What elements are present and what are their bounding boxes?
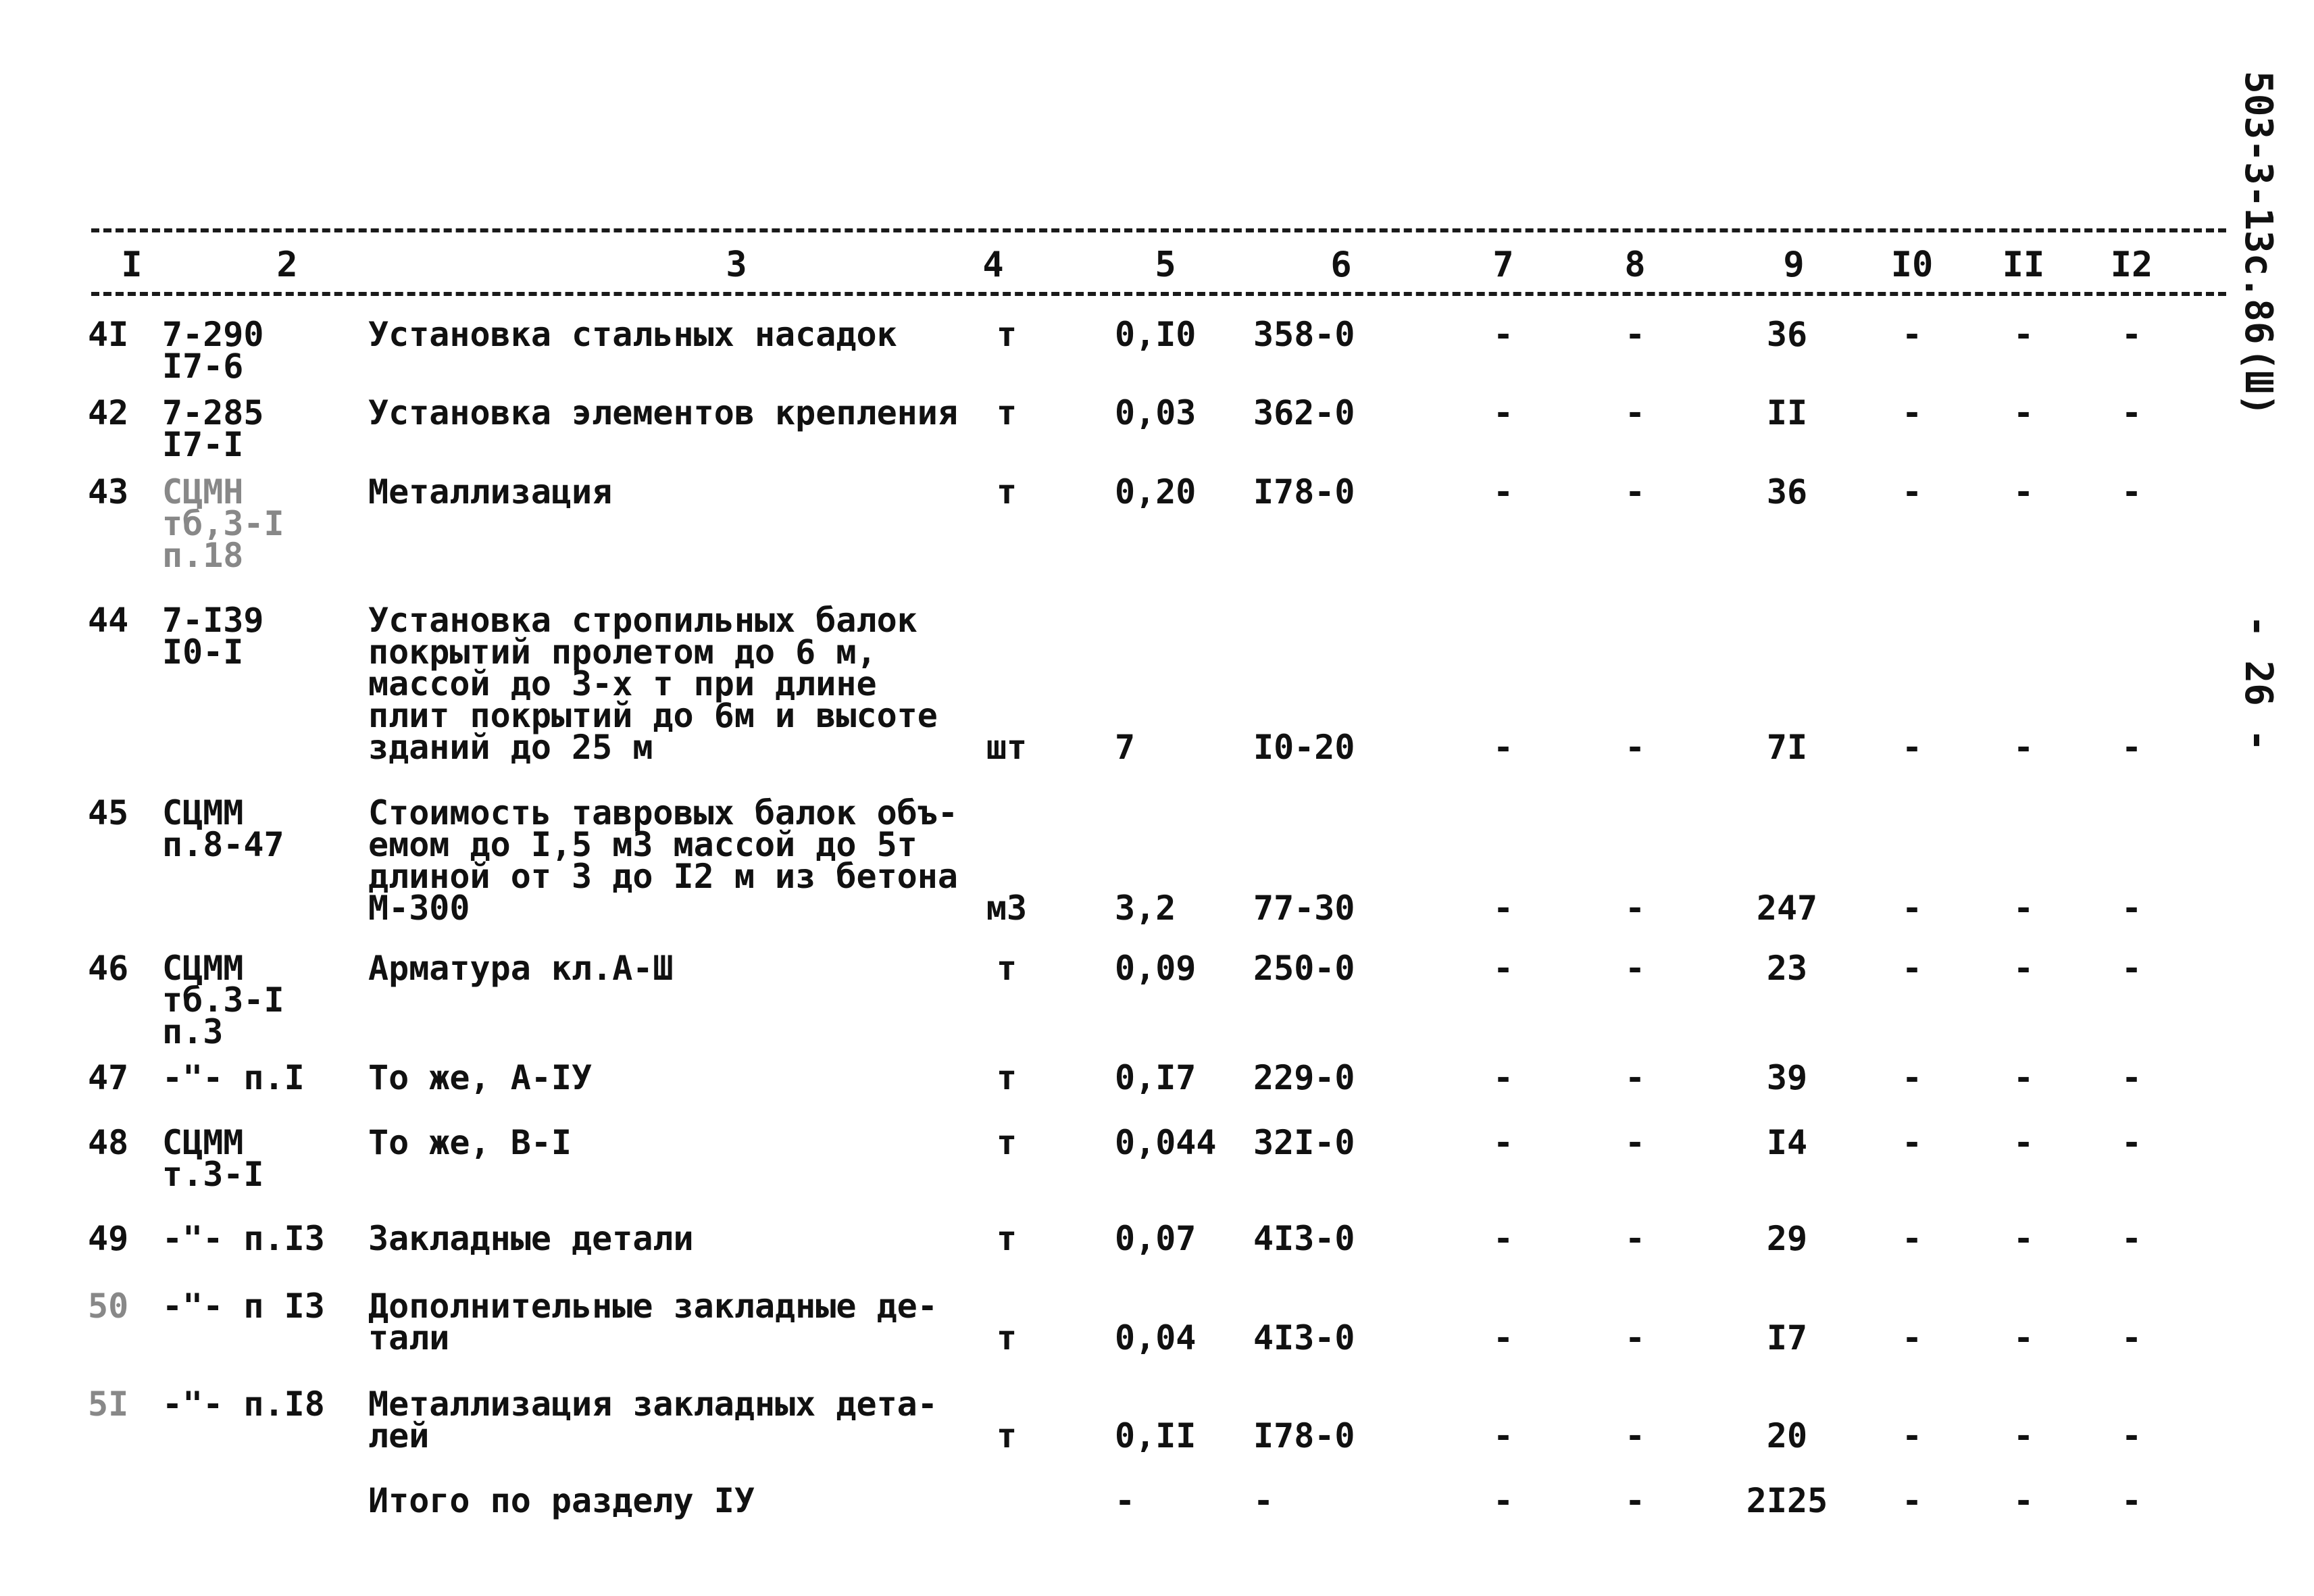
row-9-c7: - xyxy=(1492,1318,1514,1357)
row-8-n: 49 xyxy=(88,1219,129,1258)
row-9-n: 50 xyxy=(88,1287,129,1326)
row-0-price: 358-0 xyxy=(1253,315,1355,354)
column-header-11: II xyxy=(2002,245,2045,285)
row-3-unit: шт xyxy=(986,728,1028,767)
row-1-unit: т xyxy=(996,393,1017,432)
row-0-c11: - xyxy=(2013,315,2034,354)
row-8-name: Закладные детали xyxy=(368,1219,694,1258)
row-0-unit: т xyxy=(996,315,1017,354)
row-3-name: Установка стропильных балок покрытий пролетом до 6 м, массой до 3-х т при длине плит покрытий до 6м и высоте зданий до 25 м xyxy=(368,601,938,767)
row-6-c12: - xyxy=(2121,1058,2142,1097)
row-3-c8: - xyxy=(1624,728,1646,767)
column-header-12: I2 xyxy=(2110,245,2153,285)
row-2-c8: - xyxy=(1624,472,1646,512)
row-7-code: СЦММ т.3-I xyxy=(162,1123,264,1194)
row-2-name: Металлизация xyxy=(368,472,613,512)
row-1-c7: - xyxy=(1492,393,1514,432)
column-header-10: I0 xyxy=(1890,245,1934,285)
row-8-c11: - xyxy=(2013,1219,2034,1258)
row-total-c7: - xyxy=(1492,1481,1514,1520)
row-2-c7: - xyxy=(1492,472,1514,512)
row-total-c8: - xyxy=(1624,1481,1646,1520)
row-4-c9: 247 xyxy=(1756,889,1818,928)
row-8-price: 4I3-0 xyxy=(1253,1219,1355,1258)
row-10-name: Металлизация закладных дета- лей xyxy=(368,1385,938,1455)
document-code: 503-3-13с.86 xyxy=(2236,71,2280,345)
column-header-8: 8 xyxy=(1624,245,1646,285)
row-3-c12: - xyxy=(2121,728,2142,767)
row-5-price: 250-0 xyxy=(1253,949,1355,988)
row-10-c10: - xyxy=(1901,1416,1923,1455)
row-1-c8: - xyxy=(1624,393,1646,432)
row-10-qty: 0,II xyxy=(1115,1416,1197,1455)
column-header-2: 2 xyxy=(276,245,298,285)
row-5-c7: - xyxy=(1492,949,1514,988)
row-10-c11: - xyxy=(2013,1416,2034,1455)
header-rule xyxy=(91,292,2226,296)
column-header-7: 7 xyxy=(1492,245,1514,285)
row-6-code: -"- п.I xyxy=(162,1058,305,1097)
row-0-c9: 36 xyxy=(1766,315,1808,354)
row-9-unit: т xyxy=(996,1318,1017,1357)
row-1-price: 362-0 xyxy=(1253,393,1355,432)
row-0-n: 4I xyxy=(88,315,129,354)
row-1-name: Установка элементов крепления xyxy=(368,393,958,432)
row-0-c12: - xyxy=(2121,315,2142,354)
row-8-c9: 29 xyxy=(1766,1219,1808,1258)
row-5-code: СЦММ тб.3-I п.3 xyxy=(162,949,284,1051)
row-7-c12: - xyxy=(2121,1123,2142,1162)
row-10-n: 5I xyxy=(88,1385,129,1424)
row-8-c12: - xyxy=(2121,1219,2142,1258)
row-total-qty: - xyxy=(1115,1481,1136,1520)
row-10-price: I78-0 xyxy=(1253,1416,1355,1455)
top-rule xyxy=(91,228,2226,232)
row-1-n: 42 xyxy=(88,393,129,432)
row-1-c12: - xyxy=(2121,393,2142,432)
row-3-qty: 7 xyxy=(1115,728,1136,767)
row-9-code: -"- п I3 xyxy=(162,1287,325,1326)
row-7-c9: I4 xyxy=(1766,1123,1808,1162)
row-3-code: 7-I39 I0-I xyxy=(162,601,264,672)
row-4-c7: - xyxy=(1492,889,1514,928)
row-0-code: 7-290 I7-6 xyxy=(162,315,264,386)
row-4-name: Стоимость тавровых балок объ- емом до I,5 м3 массой до 5т длиной от 3 до I2 м из бетона М-300 xyxy=(368,793,958,928)
row-6-c9: 39 xyxy=(1766,1058,1808,1097)
row-9-name: Дополнительные закладные де- тали xyxy=(368,1287,938,1357)
row-3-c10: - xyxy=(1901,728,1923,767)
row-2-c10: - xyxy=(1901,472,1923,512)
row-3-price: I0-20 xyxy=(1253,728,1355,767)
column-header-5: 5 xyxy=(1155,245,1176,285)
row-9-c8: - xyxy=(1624,1318,1646,1357)
row-2-c9: 36 xyxy=(1766,472,1808,512)
row-4-unit: м3 xyxy=(986,889,1028,928)
row-4-n: 45 xyxy=(88,793,129,832)
row-10-code: -"- п.I8 xyxy=(162,1385,325,1424)
row-6-c7: - xyxy=(1492,1058,1514,1097)
row-8-unit: т xyxy=(996,1219,1017,1258)
row-3-c7: - xyxy=(1492,728,1514,767)
row-6-c11: - xyxy=(2013,1058,2034,1097)
row-5-c12: - xyxy=(2121,949,2142,988)
row-7-c10: - xyxy=(1901,1123,1923,1162)
row-8-c10: - xyxy=(1901,1219,1923,1258)
row-4-c11: - xyxy=(2013,889,2034,928)
row-8-code: -"- п.I3 xyxy=(162,1219,325,1258)
column-header-1: I xyxy=(121,245,143,285)
column-header-4: 4 xyxy=(982,245,1004,285)
row-5-c9: 23 xyxy=(1766,949,1808,988)
row-9-c10: - xyxy=(1901,1318,1923,1357)
row-3-c9: 7I xyxy=(1766,728,1808,767)
row-5-c8: - xyxy=(1624,949,1646,988)
row-8-c8: - xyxy=(1624,1219,1646,1258)
row-9-c12: - xyxy=(2121,1318,2142,1357)
row-1-c10: - xyxy=(1901,393,1923,432)
row-2-c11: - xyxy=(2013,472,2034,512)
row-1-qty: 0,03 xyxy=(1115,393,1197,432)
row-2-unit: т xyxy=(996,472,1017,512)
row-1-c11: - xyxy=(2013,393,2034,432)
row-4-c12: - xyxy=(2121,889,2142,928)
row-5-n: 46 xyxy=(88,949,129,988)
row-2-c12: - xyxy=(2121,472,2142,512)
row-7-price: 32I-0 xyxy=(1253,1123,1355,1162)
row-5-unit: т xyxy=(996,949,1017,988)
column-header-9: 9 xyxy=(1783,245,1805,285)
row-3-c11: - xyxy=(2013,728,2034,767)
row-0-c7: - xyxy=(1492,315,1514,354)
row-4-price: 77-30 xyxy=(1253,889,1355,928)
row-9-c11: - xyxy=(2013,1318,2034,1357)
row-10-c12: - xyxy=(2121,1416,2142,1455)
row-0-c10: - xyxy=(1901,315,1923,354)
row-total-price: - xyxy=(1253,1481,1274,1520)
row-9-qty: 0,04 xyxy=(1115,1318,1197,1357)
row-10-c9: 20 xyxy=(1766,1416,1808,1455)
row-6-price: 229-0 xyxy=(1253,1058,1355,1097)
row-1-code: 7-285 I7-I xyxy=(162,393,264,464)
row-4-code: СЦММ п.8-47 xyxy=(162,793,284,864)
row-7-c11: - xyxy=(2013,1123,2034,1162)
row-9-price: 4I3-0 xyxy=(1253,1318,1355,1357)
row-10-c8: - xyxy=(1624,1416,1646,1455)
row-0-qty: 0,I0 xyxy=(1115,315,1197,354)
row-7-c8: - xyxy=(1624,1123,1646,1162)
row-9-c9: I7 xyxy=(1766,1318,1808,1357)
row-4-c10: - xyxy=(1901,889,1923,928)
row-6-n: 47 xyxy=(88,1058,129,1097)
row-total-c9: 2I25 xyxy=(1746,1481,1828,1520)
row-10-c7: - xyxy=(1492,1416,1514,1455)
row-5-c11: - xyxy=(2013,949,2034,988)
row-6-qty: 0,I7 xyxy=(1115,1058,1197,1097)
row-7-name: То же, В-I xyxy=(368,1123,572,1162)
row-total-c11: - xyxy=(2013,1481,2034,1520)
row-6-unit: т xyxy=(996,1058,1017,1097)
column-header-3: 3 xyxy=(726,245,747,285)
row-8-c7: - xyxy=(1492,1219,1514,1258)
row-2-code: СЦМН тб,3-I п.18 xyxy=(162,472,284,575)
row-total-name: Итого по разделу IУ xyxy=(368,1481,755,1520)
row-5-name: Арматура кл.А-Ш xyxy=(368,949,674,988)
row-6-c8: - xyxy=(1624,1058,1646,1097)
row-2-n: 43 xyxy=(88,472,129,512)
row-2-qty: 0,20 xyxy=(1115,472,1197,512)
row-3-n: 44 xyxy=(88,601,129,640)
row-4-qty: 3,2 xyxy=(1115,889,1176,928)
column-header-6: 6 xyxy=(1330,245,1352,285)
document-sheet-mark: (Ш) xyxy=(2236,348,2280,417)
row-1-c9: II xyxy=(1766,393,1808,432)
row-7-c7: - xyxy=(1492,1123,1514,1162)
row-total-c12: - xyxy=(2121,1481,2142,1520)
row-7-qty: 0,044 xyxy=(1115,1123,1217,1162)
row-6-name: То же, А-IУ xyxy=(368,1058,593,1097)
row-total-c10: - xyxy=(1901,1481,1923,1520)
row-8-qty: 0,07 xyxy=(1115,1219,1197,1258)
row-0-name: Установка стальных насадок xyxy=(368,315,897,354)
row-7-n: 48 xyxy=(88,1123,129,1162)
row-5-c10: - xyxy=(1901,949,1923,988)
row-7-unit: т xyxy=(996,1123,1017,1162)
row-5-qty: 0,09 xyxy=(1115,949,1197,988)
row-0-c8: - xyxy=(1624,315,1646,354)
row-2-price: I78-0 xyxy=(1253,472,1355,512)
row-4-c8: - xyxy=(1624,889,1646,928)
row-6-c10: - xyxy=(1901,1058,1923,1097)
row-10-unit: т xyxy=(996,1416,1017,1455)
page-number: - 26 - xyxy=(2236,615,2280,752)
